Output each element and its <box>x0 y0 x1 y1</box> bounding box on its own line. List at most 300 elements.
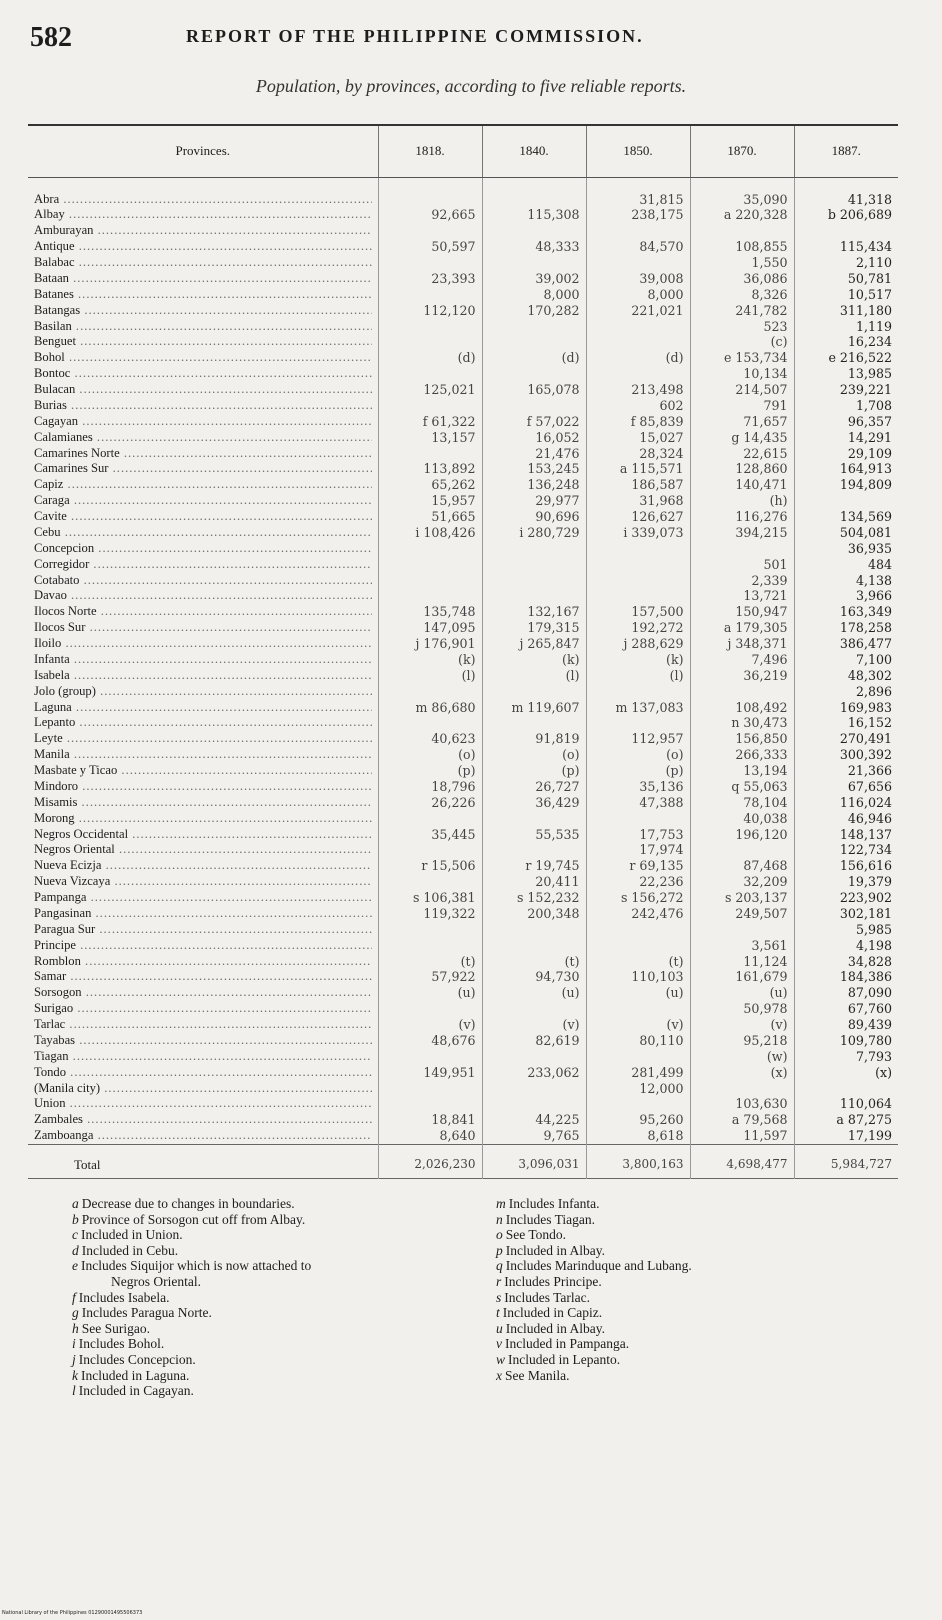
province-name: Batanes ..... <box>34 287 372 303</box>
population-cell-1818 <box>378 573 482 589</box>
province-name: Balabac ..... <box>34 255 372 271</box>
population-cell-1887: 17,199 <box>794 1128 898 1144</box>
province-cell <box>28 1049 378 1065</box>
footnote-key: s <box>496 1289 502 1305</box>
footnote-key: t <box>496 1305 500 1321</box>
population-cell-1818: 48,676 <box>378 1033 482 1049</box>
province-cell <box>28 827 378 843</box>
footnote-text: Includes Bohol. <box>78 1336 165 1352</box>
footnotes-left <box>72 1196 492 1399</box>
population-cell-1818: i 108,426 <box>378 525 482 541</box>
population-cell-1887: 3,966 <box>794 588 898 604</box>
footnote <box>496 1305 916 1321</box>
population-cell-1818: 147,095 <box>378 620 482 636</box>
population-cell-1850: 84,570 <box>586 239 690 255</box>
population-cell-1840 <box>482 588 586 604</box>
table-row <box>28 604 898 620</box>
population-cell-1840: 36,429 <box>482 795 586 811</box>
population-cell-1850: 221,021 <box>586 303 690 319</box>
province-cell <box>28 668 378 684</box>
population-cell-1840: 44,225 <box>482 1112 586 1128</box>
population-cell-1887: 4,198 <box>794 938 898 954</box>
province-name: Samar ..... <box>34 969 372 985</box>
population-cell-1870: 95,218 <box>690 1033 794 1049</box>
province-cell <box>28 874 378 890</box>
province-cell <box>28 239 378 255</box>
population-cell-1818: 92,665 <box>378 207 482 223</box>
population-cell-1887: 156,616 <box>794 858 898 874</box>
province-cell <box>28 700 378 716</box>
province-cell <box>28 573 378 589</box>
population-cell-1818 <box>378 557 482 573</box>
province-cell <box>28 461 378 477</box>
population-cell-1818 <box>378 334 482 350</box>
footnote <box>496 1243 916 1259</box>
footnote <box>496 1352 916 1368</box>
population-cell-1870: 22,615 <box>690 446 794 462</box>
population-cell-1850 <box>586 366 690 382</box>
population-cell-1870: 78,104 <box>690 795 794 811</box>
population-cell-1840: (o) <box>482 747 586 763</box>
province-name: Negros Occidental ..... <box>34 827 372 843</box>
population-cell-1870: a 220,328 <box>690 207 794 223</box>
total-value: 3,800,163 <box>586 1144 690 1178</box>
population-cell-1818: s 106,381 <box>378 890 482 906</box>
population-cell-1850 <box>586 684 690 700</box>
province-cell <box>28 715 378 731</box>
column-header-1887: 1887. <box>794 125 898 177</box>
population-cell-1840: 90,696 <box>482 509 586 525</box>
footnote-key: l <box>72 1383 76 1399</box>
population-cell-1818 <box>378 874 482 890</box>
province-name: Tayabas ..... <box>34 1033 372 1049</box>
table-row <box>28 334 898 350</box>
population-cell-1850: 126,627 <box>586 509 690 525</box>
population-cell-1818 <box>378 446 482 462</box>
population-cell-1887: 163,349 <box>794 604 898 620</box>
population-cell-1818 <box>378 366 482 382</box>
total-value: 4,698,477 <box>690 1144 794 1178</box>
table-row <box>28 430 898 446</box>
province-cell <box>28 890 378 906</box>
library-credit: National Library of the Philippines 01290001495506373 <box>2 1610 143 1616</box>
population-cell-1870: n 30,473 <box>690 715 794 731</box>
province-name: Antique ..... <box>34 239 372 255</box>
population-cell-1818 <box>378 398 482 414</box>
table-row <box>28 271 898 287</box>
population-cell-1850: 8,000 <box>586 287 690 303</box>
population-cell-1870: 32,209 <box>690 874 794 890</box>
footnote <box>72 1305 492 1321</box>
footnote-text: Includes Isabela. <box>78 1289 170 1305</box>
population-cell-1818: 8,640 <box>378 1128 482 1144</box>
province-cell <box>28 604 378 620</box>
province-cell <box>28 588 378 604</box>
population-cell-1850: 8,618 <box>586 1128 690 1144</box>
footnote <box>496 1290 916 1306</box>
population-cell-1870: 523 <box>690 319 794 335</box>
footnote-text: Includes Concepcion. <box>78 1351 196 1367</box>
table-row <box>28 366 898 382</box>
population-cell-1887: 1,119 <box>794 319 898 335</box>
table-row <box>28 573 898 589</box>
population-cell-1887: 223,902 <box>794 890 898 906</box>
table-row <box>28 588 898 604</box>
population-cell-1850 <box>586 573 690 589</box>
population-cell-1840 <box>482 684 586 700</box>
province-name: Tiagan ..... <box>34 1049 372 1065</box>
population-cell-1870: 266,333 <box>690 747 794 763</box>
population-cell-1887 <box>794 493 898 509</box>
province-cell <box>28 319 378 335</box>
footnote-key: u <box>496 1320 503 1336</box>
table-row <box>28 731 898 747</box>
table-row <box>28 207 898 223</box>
table-row <box>28 1128 898 1144</box>
footnote-text: See Surigao. <box>81 1320 150 1336</box>
footnote <box>496 1274 916 1290</box>
footnote <box>72 1212 492 1228</box>
province-name: Batangas ..... <box>34 303 372 319</box>
population-cell-1870: 8,326 <box>690 287 794 303</box>
province-name: Union ..... <box>34 1096 372 1112</box>
province-cell <box>28 747 378 763</box>
province-cell <box>28 430 378 446</box>
footnote-text: Includes Paragua Norte. <box>81 1305 212 1321</box>
population-cell-1887: 311,180 <box>794 303 898 319</box>
province-name: Tarlac ..... <box>34 1017 372 1033</box>
population-cell-1870: 11,597 <box>690 1128 794 1144</box>
population-cell-1887: 504,081 <box>794 525 898 541</box>
province-cell <box>28 842 378 858</box>
population-cell-1840: 115,308 <box>482 207 586 223</box>
province-name: Iloilo ..... <box>34 636 372 652</box>
population-cell-1870: 196,120 <box>690 827 794 843</box>
table-row <box>28 858 898 874</box>
table-row <box>28 620 898 636</box>
province-cell <box>28 541 378 557</box>
population-cell-1850: 28,324 <box>586 446 690 462</box>
province-name: Bontoc ..... <box>34 366 372 382</box>
population-cell-1870: 13,721 <box>690 588 794 604</box>
footnote-text: Includes Tiagan. <box>505 1211 595 1227</box>
table-row <box>28 1065 898 1081</box>
population-cell-1870 <box>690 541 794 557</box>
population-cell-1850 <box>586 938 690 954</box>
population-cell-1840: s 152,232 <box>482 890 586 906</box>
footnote-key: h <box>72 1320 79 1336</box>
population-cell-1887: 19,379 <box>794 874 898 890</box>
population-cell-1870: s 203,137 <box>690 890 794 906</box>
province-name: Laguna ..... <box>34 700 372 716</box>
population-cell-1870: 156,850 <box>690 731 794 747</box>
footnote <box>496 1227 916 1243</box>
population-cell-1818: m 86,680 <box>378 700 482 716</box>
table-row <box>28 668 898 684</box>
population-cell-1818 <box>378 684 482 700</box>
province-cell <box>28 366 378 382</box>
province-name: Sorsogon ..... <box>34 985 372 1001</box>
province-name: Tondo ..... <box>34 1065 372 1081</box>
population-cell-1870: 2,339 <box>690 573 794 589</box>
province-name: Caraga ..... <box>34 493 372 509</box>
population-cell-1870: 13,194 <box>690 763 794 779</box>
population-cell-1840: 153,245 <box>482 461 586 477</box>
population-cell-1850 <box>586 922 690 938</box>
footnote-text: See Manila. <box>505 1367 570 1383</box>
population-cell-1887: 122,734 <box>794 842 898 858</box>
province-name: Calamianes ..... <box>34 430 372 446</box>
table-row <box>28 1049 898 1065</box>
population-cell-1850: 242,476 <box>586 906 690 922</box>
population-cell-1840: r 19,745 <box>482 858 586 874</box>
footnote <box>72 1258 492 1274</box>
population-cell-1818: 23,393 <box>378 271 482 287</box>
population-cell-1850: 80,110 <box>586 1033 690 1049</box>
population-cell-1850 <box>586 223 690 239</box>
population-cell-1818: 149,951 <box>378 1065 482 1081</box>
population-cell-1870: (u) <box>690 985 794 1001</box>
population-cell-1850 <box>586 255 690 271</box>
population-cell-1870: a 79,568 <box>690 1112 794 1128</box>
province-cell <box>28 795 378 811</box>
province-cell <box>28 446 378 462</box>
population-cell-1887: (x) <box>794 1065 898 1081</box>
population-cell-1818: (u) <box>378 985 482 1001</box>
province-cell <box>28 1017 378 1033</box>
population-cell-1818 <box>378 1096 482 1112</box>
footnote <box>496 1212 916 1228</box>
population-cell-1850: (k) <box>586 652 690 668</box>
population-cell-1850: s 156,272 <box>586 890 690 906</box>
province-cell <box>28 620 378 636</box>
province-cell <box>28 223 378 239</box>
population-cell-1818 <box>378 223 482 239</box>
province-name: Jolo (group) ..... <box>34 684 372 700</box>
population-cell-1887: 110,064 <box>794 1096 898 1112</box>
footnote-text: Included in Cebu. <box>81 1242 179 1258</box>
population-cell-1870 <box>690 842 794 858</box>
population-cell-1850: j 288,629 <box>586 636 690 652</box>
table-row <box>28 223 898 239</box>
table-row <box>28 890 898 906</box>
province-name: Pampanga ..... <box>34 890 372 906</box>
population-cell-1887: a 87,275 <box>794 1112 898 1128</box>
table-row <box>28 779 898 795</box>
table-row <box>28 319 898 335</box>
population-cell-1887: b 206,689 <box>794 207 898 223</box>
population-cell-1818: (o) <box>378 747 482 763</box>
province-name: Negros Oriental ..... <box>34 842 372 858</box>
population-cell-1870: 108,855 <box>690 239 794 255</box>
footnote-text: Negros Oriental. <box>111 1273 201 1289</box>
population-cell-1840: (d) <box>482 350 586 366</box>
population-cell-1850: 112,957 <box>586 731 690 747</box>
province-cell <box>28 985 378 1001</box>
population-cell-1840 <box>482 319 586 335</box>
population-cell-1887 <box>794 1081 898 1097</box>
footnote-text: Included in Union. <box>81 1227 183 1243</box>
province-name: Isabela ..... <box>34 668 372 684</box>
province-cell <box>28 811 378 827</box>
population-cell-1840: 16,052 <box>482 430 586 446</box>
population-cell-1870: 150,947 <box>690 604 794 620</box>
footnote-text: Province of Sorsogon cut off from Albay. <box>81 1211 306 1227</box>
population-cell-1850 <box>586 588 690 604</box>
footnote-text: Decrease due to changes in boundaries. <box>81 1196 295 1211</box>
table-row <box>28 398 898 414</box>
population-cell-1887: 16,234 <box>794 334 898 350</box>
table-row <box>28 954 898 970</box>
population-cell-1887: 109,780 <box>794 1033 898 1049</box>
province-name: Nueva Ecizja ..... <box>34 858 372 874</box>
province-name: Capiz ..... <box>34 477 372 493</box>
footnote-text: Included in Pampanga. <box>505 1336 630 1352</box>
footnote-text: Included in Albay. <box>505 1320 605 1336</box>
population-cell-1850: (p) <box>586 763 690 779</box>
footnote-text: Includes Tarlac. <box>504 1289 591 1305</box>
footnotes-right <box>496 1196 916 1383</box>
footnote-text: Includes Siquijor which is now attached to <box>81 1258 312 1274</box>
province-cell <box>28 969 378 985</box>
province-name: Bataan ..... <box>34 271 372 287</box>
table-row <box>28 842 898 858</box>
population-cell-1887: 21,366 <box>794 763 898 779</box>
column-header-1818: 1818. <box>378 125 482 177</box>
population-cell-1887: 115,434 <box>794 239 898 255</box>
population-cell-1840: 179,315 <box>482 620 586 636</box>
population-cell-1840: 48,333 <box>482 239 586 255</box>
population-cell-1887: 300,392 <box>794 747 898 763</box>
footnote <box>72 1274 492 1290</box>
population-cell-1840 <box>482 811 586 827</box>
total-label: Total <box>74 1156 101 1172</box>
population-cell-1870: 116,276 <box>690 509 794 525</box>
population-cell-1850 <box>586 557 690 573</box>
province-name: Albay ..... <box>34 207 372 223</box>
table-row <box>28 525 898 541</box>
population-cell-1887: 5,985 <box>794 922 898 938</box>
population-cell-1870: 50,978 <box>690 1001 794 1017</box>
table-row <box>28 938 898 954</box>
total-value: 3,096,031 <box>482 1144 586 1178</box>
province-name: Camarines Norte ..... <box>34 446 372 462</box>
province-name: Basilan ..... <box>34 319 372 335</box>
population-cell-1840 <box>482 715 586 731</box>
province-name: Ilocos Norte ..... <box>34 604 372 620</box>
population-cell-1887: 41,318 <box>794 192 898 208</box>
population-cell-1887: 67,760 <box>794 1001 898 1017</box>
table-row <box>28 414 898 430</box>
table-row <box>28 1096 898 1112</box>
table-row <box>28 636 898 652</box>
population-cell-1887: 89,439 <box>794 1017 898 1033</box>
population-cell-1850 <box>586 1096 690 1112</box>
population-cell-1840: 20,411 <box>482 874 586 890</box>
province-cell <box>28 382 378 398</box>
population-cell-1840 <box>482 573 586 589</box>
population-cell-1840: (v) <box>482 1017 586 1033</box>
table-row <box>28 874 898 890</box>
population-cell-1850: 12,000 <box>586 1081 690 1097</box>
province-name: Zambales ..... <box>34 1112 372 1128</box>
population-cell-1818 <box>378 922 482 938</box>
population-cell-1818 <box>378 1049 482 1065</box>
column-header-provinces: Provinces. <box>28 125 378 177</box>
running-title: REPORT OF THE PHILIPPINE COMMISSION. <box>186 26 644 46</box>
footnote-text: Included in Cagayan. <box>78 1383 194 1399</box>
population-cell-1870: j 348,371 <box>690 636 794 652</box>
footnote <box>72 1352 492 1368</box>
population-cell-1870: e 153,734 <box>690 350 794 366</box>
footnote-text: Included in Lepanto. <box>508 1351 621 1367</box>
population-cell-1840 <box>482 557 586 573</box>
population-cell-1887: 36,935 <box>794 541 898 557</box>
province-cell <box>28 938 378 954</box>
population-cell-1887: 67,656 <box>794 779 898 795</box>
province-cell <box>28 493 378 509</box>
population-cell-1840 <box>482 541 586 557</box>
population-cell-1887: 13,985 <box>794 366 898 382</box>
population-cell-1840 <box>482 922 586 938</box>
population-cell-1840 <box>482 1001 586 1017</box>
population-cell-1840 <box>482 334 586 350</box>
population-cell-1818: 135,748 <box>378 604 482 620</box>
population-cell-1840: 82,619 <box>482 1033 586 1049</box>
population-cell-1870: 36,219 <box>690 668 794 684</box>
footnote-key: e <box>72 1258 78 1274</box>
province-name: Amburayan ..... <box>34 223 372 239</box>
province-cell <box>28 477 378 493</box>
population-cell-1818 <box>378 1081 482 1097</box>
table-row <box>28 1017 898 1033</box>
province-cell <box>28 1033 378 1049</box>
population-cell-1887: 16,152 <box>794 715 898 731</box>
province-cell <box>28 525 378 541</box>
province-name: Bulacan ..... <box>34 382 372 398</box>
column-header-1850: 1850. <box>586 125 690 177</box>
footnote-text: Includes Infanta. <box>508 1196 600 1211</box>
population-cell-1818 <box>378 1001 482 1017</box>
table-row <box>28 461 898 477</box>
population-cell-1818: 65,262 <box>378 477 482 493</box>
population-cell-1818: (p) <box>378 763 482 779</box>
population-cell-1870: (c) <box>690 334 794 350</box>
population-cell-1887: 116,024 <box>794 795 898 811</box>
province-cell <box>28 1065 378 1081</box>
table-row <box>28 922 898 938</box>
population-cell-1818 <box>378 715 482 731</box>
footnote <box>72 1196 492 1212</box>
table-row <box>28 906 898 922</box>
population-cell-1887: 2,896 <box>794 684 898 700</box>
province-cell <box>28 763 378 779</box>
population-cell-1850: (t) <box>586 954 690 970</box>
population-cell-1840 <box>482 1049 586 1065</box>
population-cell-1818: (l) <box>378 668 482 684</box>
population-cell-1818: 15,957 <box>378 493 482 509</box>
province-name: Abra ..... <box>34 192 372 208</box>
table-row <box>28 541 898 557</box>
population-cell-1850: 213,498 <box>586 382 690 398</box>
population-cell-1870: 10,134 <box>690 366 794 382</box>
population-cell-1870: 40,038 <box>690 811 794 827</box>
table-row <box>28 382 898 398</box>
population-cell-1870: 140,471 <box>690 477 794 493</box>
table-row <box>28 1081 898 1097</box>
footnote-text: Includes Principe. <box>504 1273 602 1289</box>
table-row <box>28 763 898 779</box>
